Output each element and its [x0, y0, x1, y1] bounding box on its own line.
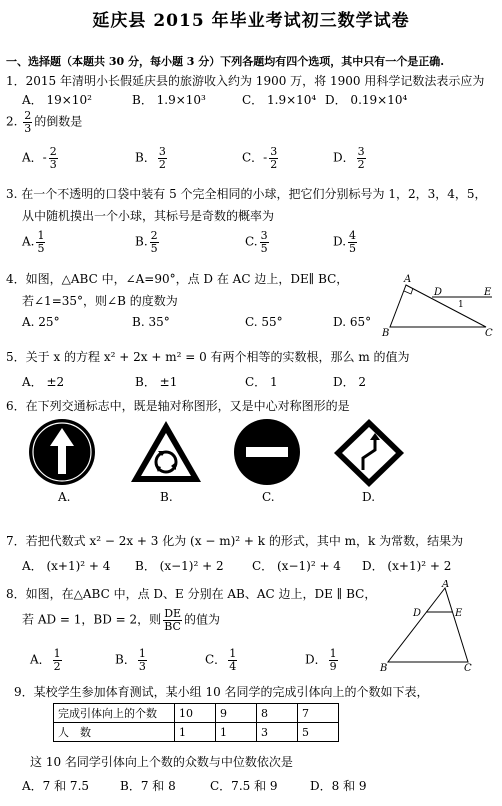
q3-line1: 3. 在一个不透明的口袋中装有 5 个完全相同的小球，把它们分别标号为 1，2，3，4，5，: [6, 187, 487, 201]
table-cell: 1: [216, 723, 257, 742]
section-heading: 一、选择题（本题共 30 分，每小题 3 分）下列各题均有四个选项，其中只有一个是正确.: [6, 55, 445, 68]
q2-option-d: D． $\frac{3}{2}$: [333, 145, 365, 171]
table-cell: 1: [175, 723, 216, 742]
table-cell: 3: [257, 723, 298, 742]
q8-label-d: D: [413, 608, 422, 619]
q4-line2: 若∠1=35°，则∠B 的度数为: [22, 294, 178, 308]
q8-label-a: A: [442, 580, 450, 590]
q4-label-c: C: [485, 328, 493, 339]
table-cell: 10: [175, 704, 216, 723]
q2-option-c: C．- $\frac{3}{2}$: [242, 145, 278, 171]
q6-label-c: C.: [262, 490, 275, 504]
sign-d-zigzag-diamond-icon: [333, 418, 405, 488]
q8-triangle-figure: [378, 580, 478, 674]
q8-line1: 8．如图，在△ABC 中，点 D、E 分别在 AB、AC 边上，DE ∥ BC，: [6, 587, 377, 601]
q6-label-a: A.: [58, 490, 71, 504]
q5-option-d: D． 2: [333, 375, 367, 389]
table-cell: 8: [257, 704, 298, 723]
q2-option-b: B． $\frac{3}{2}$: [135, 145, 166, 171]
q9-option-c: C．7.5 和 9: [210, 779, 278, 793]
q8-line2: 若 AD = 1，BD = 2，则 $\frac{DE}{BC}$ 的值为: [22, 607, 221, 633]
sign-b-roundabout-triangle-icon: [128, 418, 204, 486]
q8-option-a: A． $\frac{1}{2}$: [30, 647, 61, 673]
q9-question: 这 10 名同学引体向上个数的众数与中位数依次是: [30, 755, 293, 769]
q2-option-a: A．- $\frac{2}{3}$: [22, 145, 57, 171]
q6-stem: 6．在下列交通标志中，既是轴对称图形，又是中心对称图形的是: [6, 399, 350, 413]
table-cell: 5: [298, 723, 339, 742]
q1-option-d: D． 0.19×10⁴: [325, 93, 408, 107]
q4-option-a: A. 25°: [22, 315, 60, 329]
q4-option-c: C. 55°: [245, 315, 283, 329]
q4-triangle-figure: [380, 272, 498, 340]
q6-label-b: B.: [160, 490, 173, 504]
q9-option-b: B．7 和 8: [120, 779, 176, 793]
table-cell: 9: [216, 704, 257, 723]
q4-label-a: A: [404, 274, 412, 285]
q1-option-a: A． 19×10²: [22, 93, 92, 107]
sign-a-up-arrow-icon: [28, 418, 96, 486]
q7-stem: 7．若把代数式 x² − 2x + 3 化为 (x − m)² + k 的形式，其中 m，k 为常数，结果为: [6, 534, 464, 548]
q9-option-a: A．7 和 7.5: [22, 779, 90, 793]
q3-option-d: D. $\frac{4}{5}$: [333, 229, 357, 255]
q4-option-b: B. 35°: [132, 315, 170, 329]
table-cell: 人 数: [54, 723, 175, 742]
q7-option-b: B． (x−1)² + 2: [135, 559, 224, 573]
q3-option-a: A. $\frac{1}{5}$: [22, 229, 45, 255]
q9-option-d: D．8 和 9: [310, 779, 367, 793]
table-row: [54, 704, 339, 723]
q4-line1: 4．如图，△ABC 中，∠A=90°，点 D 在 AC 边上，DE∥ BC，: [6, 272, 349, 286]
q6-label-d: D.: [362, 490, 376, 504]
q7-option-c: C． (x−1)² + 4: [252, 559, 341, 573]
table-cell: 7: [298, 704, 339, 723]
q9-table: [53, 703, 339, 742]
q7-option-a: A． (x+1)² + 4: [22, 559, 111, 573]
q8-label-b: B: [380, 663, 388, 674]
q5-option-a: A． ±2: [22, 375, 65, 389]
q4-label-angle1: 1: [458, 300, 464, 310]
q3-line2: 从中随机摸出一个小球，其标号是奇数的概率为: [22, 209, 275, 223]
q1-option-c: C． 1.9×10⁴: [242, 93, 317, 107]
q8-label-c: C: [464, 663, 472, 674]
q4-label-d: D: [434, 287, 443, 298]
table-cell: 完成引体向上的个数: [54, 704, 175, 723]
q8-option-d: D． $\frac{1}{9}$: [305, 647, 337, 673]
q2-stem: 2. $\frac{2}{3}$ 的倒数是: [6, 109, 83, 135]
q4-option-d: D. 65°: [333, 315, 372, 329]
q4-label-b: B: [382, 328, 390, 339]
q1-option-b: B． 1.9×10³: [132, 93, 206, 107]
sign-c-no-entry-icon: [233, 418, 301, 486]
page-title: 延庆县 2015 年毕业考试初三数学试卷: [92, 11, 410, 31]
q3-option-b: B. $\frac{2}{5}$: [135, 229, 158, 255]
q5-stem: 5．关于 x 的方程 x² + 2x + m² = 0 有两个相等的实数根，那么 m 的值为: [6, 350, 410, 364]
q8-option-b: B． $\frac{1}{3}$: [115, 647, 146, 673]
q8-option-c: C． $\frac{1}{4}$: [205, 647, 237, 673]
q3-option-c: C. $\frac{3}{5}$: [245, 229, 268, 255]
q5-option-b: B． ±1: [135, 375, 178, 389]
q5-option-c: C． 1: [245, 375, 278, 389]
q1-stem: 1．2015 年清明小长假延庆县的旅游收入约为 1900 万，将 1900 用科学记数法表示应为: [6, 74, 485, 88]
table-row: [54, 723, 339, 742]
q9-stem: 9．某校学生参加体育测试，某小组 10 名同学的完成引体向上的个数如下表，: [14, 685, 429, 699]
q4-label-e: E: [484, 287, 492, 298]
q7-option-d: D． (x+1)² + 2: [362, 559, 452, 573]
q8-label-e: E: [455, 608, 463, 619]
